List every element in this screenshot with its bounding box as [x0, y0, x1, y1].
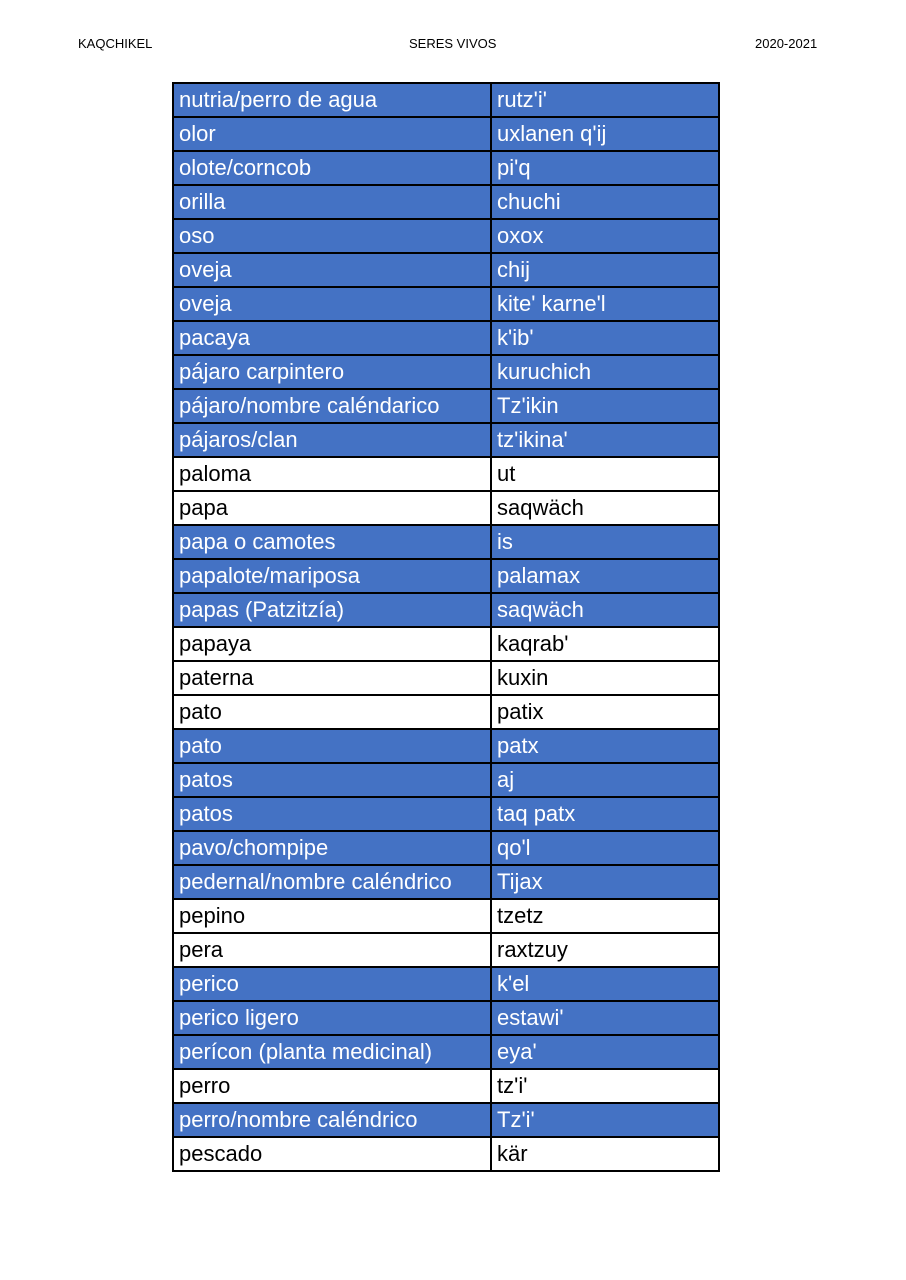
table-row [173, 185, 719, 219]
kaqchikel-word-cell: tzetz [491, 899, 719, 933]
table-row [173, 117, 719, 151]
header-language: KAQCHIKEL [78, 36, 153, 51]
header-year: 2020-2021 [755, 36, 818, 51]
kaqchikel-word-cell: pi'q [491, 151, 719, 185]
kaqchikel-word-cell: is [491, 525, 719, 559]
kaqchikel-word-cell: k'el [491, 967, 719, 1001]
kaqchikel-word-cell: tz'i' [491, 1069, 719, 1103]
kaqchikel-word-cell: kär [491, 1137, 719, 1171]
table-row [173, 1069, 719, 1103]
spanish-word-cell: pato [173, 695, 491, 729]
kaqchikel-word-cell: oxox [491, 219, 719, 253]
spanish-word-cell: papa [173, 491, 491, 525]
table-row [173, 1103, 719, 1137]
spanish-word-cell: patos [173, 797, 491, 831]
table-row [173, 321, 719, 355]
kaqchikel-word-cell: kaqrab' [491, 627, 719, 661]
kaqchikel-word-cell: qo'l [491, 831, 719, 865]
spanish-word-cell: pájaro carpintero [173, 355, 491, 389]
spanish-word-cell: patos [173, 763, 491, 797]
kaqchikel-word-cell: kuruchich [491, 355, 719, 389]
spanish-word-cell: olote/corncob [173, 151, 491, 185]
table-row [173, 151, 719, 185]
kaqchikel-word-cell: Tijax [491, 865, 719, 899]
spanish-word-cell: paterna [173, 661, 491, 695]
table-row [173, 865, 719, 899]
table-row [173, 491, 719, 525]
kaqchikel-word-cell: saqwäch [491, 593, 719, 627]
spanish-word-cell: pepino [173, 899, 491, 933]
table-row [173, 559, 719, 593]
table-row [173, 695, 719, 729]
spanish-word-cell: perro [173, 1069, 491, 1103]
table-row [173, 1035, 719, 1069]
spanish-word-cell: oveja [173, 287, 491, 321]
table-row [173, 831, 719, 865]
kaqchikel-word-cell: estawi' [491, 1001, 719, 1035]
kaqchikel-word-cell: tz'ikina' [491, 423, 719, 457]
spanish-word-cell: orilla [173, 185, 491, 219]
table-row [173, 219, 719, 253]
table-row [173, 1001, 719, 1035]
kaqchikel-word-cell: patx [491, 729, 719, 763]
kaqchikel-word-cell: Tz'i' [491, 1103, 719, 1137]
table-row [173, 287, 719, 321]
kaqchikel-word-cell: k'ib' [491, 321, 719, 355]
spanish-word-cell: papalote/mariposa [173, 559, 491, 593]
spanish-word-cell: papaya [173, 627, 491, 661]
spanish-word-cell: paloma [173, 457, 491, 491]
kaqchikel-word-cell: taq patx [491, 797, 719, 831]
spanish-word-cell: oveja [173, 253, 491, 287]
table-row [173, 899, 719, 933]
table-row [173, 525, 719, 559]
table-row [173, 729, 719, 763]
table-row [173, 83, 719, 117]
table-row [173, 593, 719, 627]
kaqchikel-word-cell: uxlanen q'ij [491, 117, 719, 151]
spanish-word-cell: pájaros/clan [173, 423, 491, 457]
kaqchikel-word-cell: raxtzuy [491, 933, 719, 967]
spanish-word-cell: papas (Patzitzía) [173, 593, 491, 627]
spanish-word-cell: pato [173, 729, 491, 763]
table-row [173, 253, 719, 287]
table-row [173, 763, 719, 797]
kaqchikel-word-cell: Tz'ikin [491, 389, 719, 423]
kaqchikel-word-cell: ut [491, 457, 719, 491]
table-row [173, 797, 719, 831]
spanish-word-cell: pacaya [173, 321, 491, 355]
kaqchikel-word-cell: aj [491, 763, 719, 797]
table-row [173, 1137, 719, 1171]
table-row [173, 967, 719, 1001]
table-row [173, 423, 719, 457]
kaqchikel-word-cell: eya' [491, 1035, 719, 1069]
table-row [173, 457, 719, 491]
kaqchikel-word-cell: rutz'i' [491, 83, 719, 117]
spanish-word-cell: nutria/perro de agua [173, 83, 491, 117]
table-row [173, 389, 719, 423]
table-row [173, 661, 719, 695]
kaqchikel-word-cell: patix [491, 695, 719, 729]
kaqchikel-word-cell: kuxin [491, 661, 719, 695]
kaqchikel-word-cell: palamax [491, 559, 719, 593]
vocabulary-table-body [173, 83, 719, 1171]
spanish-word-cell: olor [173, 117, 491, 151]
spanish-word-cell: pájaro/nombre caléndarico [173, 389, 491, 423]
page-header [0, 36, 906, 54]
vocabulary-table [172, 82, 720, 1172]
spanish-word-cell: pedernal/nombre caléndrico [173, 865, 491, 899]
spanish-word-cell: papa o camotes [173, 525, 491, 559]
kaqchikel-word-cell: kite' karne'l [491, 287, 719, 321]
spanish-word-cell: perico ligero [173, 1001, 491, 1035]
spanish-word-cell: oso [173, 219, 491, 253]
spanish-word-cell: pavo/chompipe [173, 831, 491, 865]
kaqchikel-word-cell: saqwäch [491, 491, 719, 525]
spanish-word-cell: pescado [173, 1137, 491, 1171]
table-row [173, 355, 719, 389]
header-topic: SERES VIVOS [409, 36, 497, 51]
spanish-word-cell: perico [173, 967, 491, 1001]
spanish-word-cell: perícon (planta medicinal) [173, 1035, 491, 1069]
table-row [173, 627, 719, 661]
kaqchikel-word-cell: chuchi [491, 185, 719, 219]
spanish-word-cell: perro/nombre caléndrico [173, 1103, 491, 1137]
table-row [173, 933, 719, 967]
kaqchikel-word-cell: chij [491, 253, 719, 287]
spanish-word-cell: pera [173, 933, 491, 967]
